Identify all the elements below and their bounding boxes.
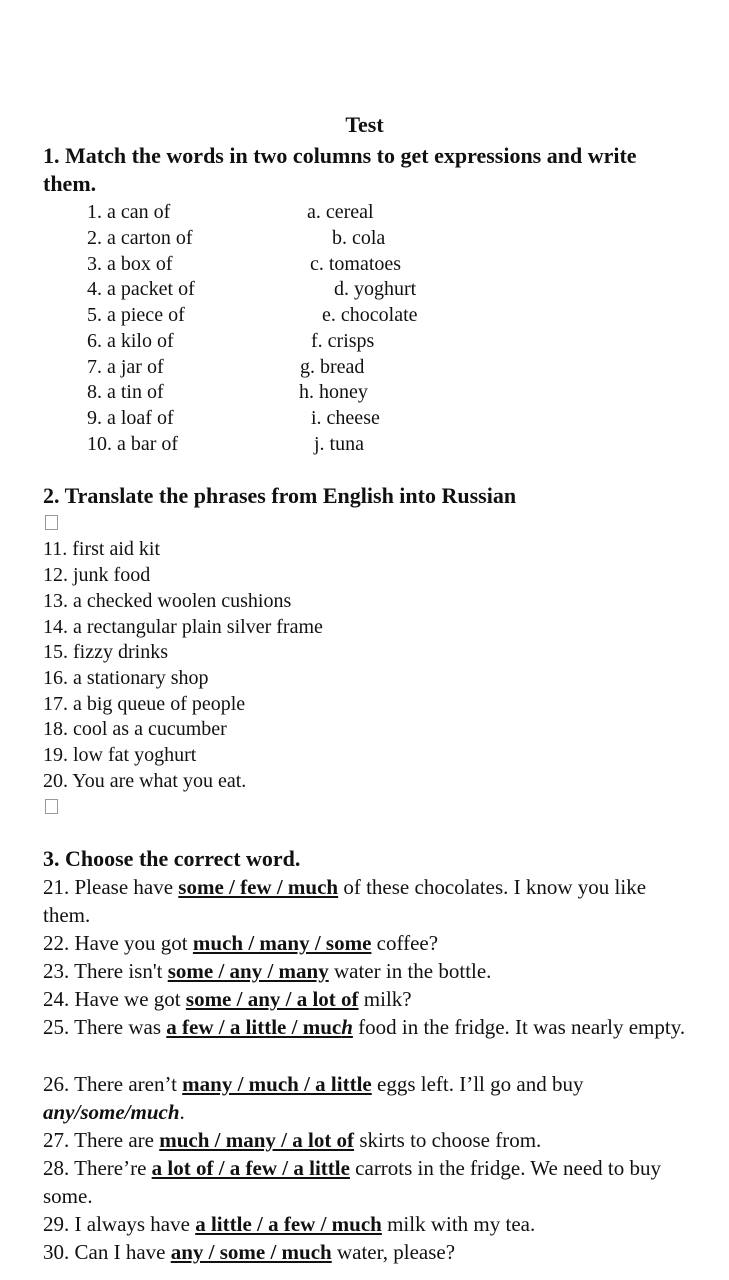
answer-options: some / few / much	[178, 875, 339, 899]
question-text: .	[179, 1100, 185, 1124]
match-right-item: e. chocolate	[322, 304, 418, 326]
question-text: coffee?	[371, 931, 439, 955]
match-right-item: c. tomatoes	[310, 253, 402, 275]
match-right-item: d. yoghurt	[334, 278, 417, 300]
answer-options: a few / a little / muc	[166, 1015, 342, 1039]
question-24	[43, 985, 693, 1013]
answer-options-italic: any/some/much	[43, 1100, 180, 1124]
translate-item: 15. fizzy drinks	[43, 641, 168, 663]
placeholder-box-icon	[45, 799, 58, 814]
question-text: food in the fridge. It was nearly empty.	[352, 1015, 686, 1039]
placeholder-box-icon	[45, 515, 58, 530]
section3-heading: 3. Choose the correct word.	[43, 846, 301, 871]
translate-item: 19. low fat yoghurt	[43, 744, 197, 766]
match-right-item: j. tuna	[314, 433, 364, 455]
question-text: skirts to choose from.	[354, 1128, 542, 1152]
translate-item: 20. You are what you eat.	[43, 770, 247, 792]
answer-options: any / some / much	[170, 1240, 332, 1264]
match-left-item: 6. a kilo of	[87, 330, 174, 352]
translate-item: 18. cool as a cucumber	[43, 718, 227, 740]
question-text: water, please?	[331, 1240, 456, 1264]
answer-options: many / much / a little	[182, 1072, 372, 1096]
answer-options-italic: h	[341, 1015, 353, 1039]
match-right-item: f. crisps	[311, 330, 375, 352]
question-text: 29. I always have	[43, 1212, 196, 1236]
question-25	[43, 1013, 693, 1041]
answer-options: a lot of / a few / a little	[151, 1156, 350, 1180]
match-left-item: 3. a box of	[87, 253, 173, 275]
answer-options: some / any / many	[167, 959, 329, 983]
section1-heading: 1. Match the words in two columns to get expressions and write them.	[43, 143, 637, 196]
match-left-item: 2. a carton of	[87, 227, 193, 249]
question-28	[43, 1154, 693, 1210]
question-text: carrots in the fridge. We need to buy some.	[43, 1156, 661, 1208]
match-left-item: 10. a bar of	[87, 433, 179, 455]
question-text: 27. There are	[43, 1128, 160, 1152]
question-30	[43, 1238, 693, 1266]
question-text: milk with my tea.	[381, 1212, 536, 1236]
question-text: milk?	[358, 987, 412, 1011]
question-text: 30. Can I have	[43, 1240, 171, 1264]
match-left-item: 9. a loaf of	[87, 407, 174, 429]
question-text: of these chocolates. I know you like them.	[43, 875, 647, 927]
question-text: 24. Have we got	[43, 987, 186, 1011]
question-text: 26. There aren’t	[43, 1072, 183, 1096]
match-right-item: i. cheese	[311, 407, 380, 429]
answer-options: a little / a few / much	[195, 1212, 382, 1236]
question-29	[43, 1210, 693, 1238]
match-left-item: 4. a packet of	[87, 278, 195, 300]
question-21	[43, 873, 693, 929]
match-left-item: 5. a piece of	[87, 304, 185, 326]
question-text: water in the bottle.	[328, 959, 492, 983]
question-text: eggs left. I’ll go and buy	[371, 1072, 584, 1096]
translate-item: 13. a checked woolen cushions	[43, 590, 292, 612]
match-right-item: a. cereal	[307, 201, 374, 223]
section2-heading: 2. Translate the phrases from English into Russian	[43, 483, 517, 508]
match-right-item: g. bread	[300, 356, 365, 378]
answer-options: some / any / a lot of	[185, 987, 359, 1011]
question-27	[43, 1126, 693, 1154]
match-right-item: h. honey	[299, 381, 368, 403]
answer-options: much / many / a lot of	[159, 1128, 355, 1152]
question-23	[43, 957, 693, 985]
match-left-item: 1. a can of	[87, 201, 171, 223]
question-text: 21. Please have	[43, 875, 179, 899]
translate-item: 17. a big queue of people	[43, 693, 246, 715]
question-26	[43, 1070, 693, 1126]
question-text: 22. Have you got	[43, 931, 193, 955]
translate-item: 16. a stationary shop	[43, 667, 209, 689]
question-text: 28. There’re	[43, 1156, 152, 1180]
translate-item: 11. first aid kit	[43, 538, 161, 560]
match-right-item: b. cola	[332, 227, 386, 249]
match-left-item: 7. a jar of	[87, 356, 164, 378]
question-text: 23. There isn't	[43, 959, 168, 983]
page-title: Test	[345, 112, 384, 137]
answer-options: much / many / some	[192, 931, 372, 955]
question-22	[43, 929, 693, 957]
translate-item: 14. a rectangular plain silver frame	[43, 616, 323, 638]
match-left-item: 8. a tin of	[87, 381, 164, 403]
question-text: 25. There was	[43, 1015, 167, 1039]
translate-item: 12. junk food	[43, 564, 151, 586]
